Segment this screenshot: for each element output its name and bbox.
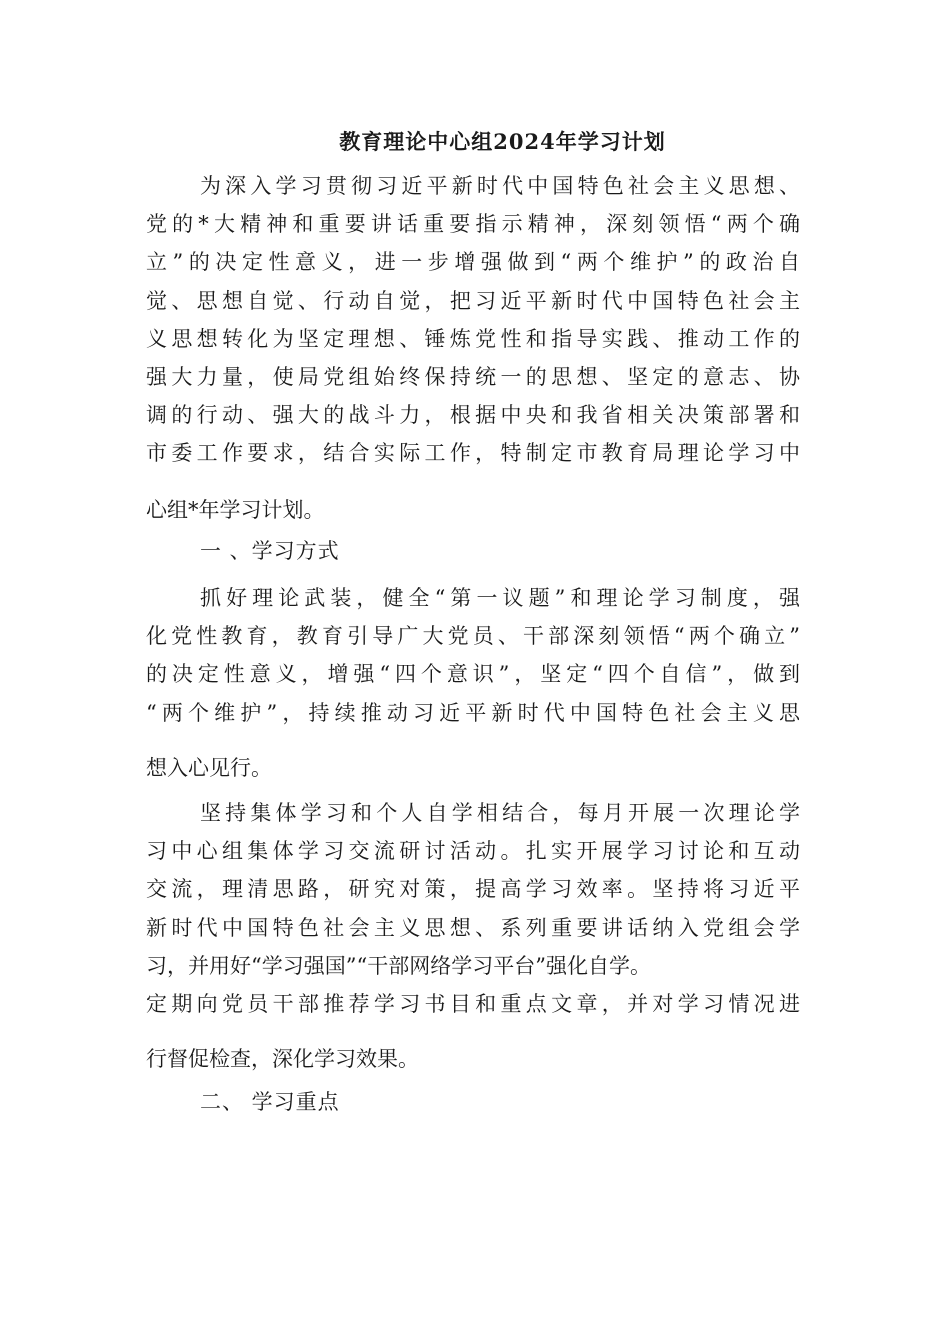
- intro-line: 义思想转化为坚定理想、锤炼党性和指导实践、推动工作的: [146, 327, 800, 351]
- intro-line: 立”的决定性意义，进一步增强做到“两个维护”的政治自: [146, 250, 800, 274]
- intro-line: 党的*大精神和重要讲话重要指示精神，深刻领悟“两个确: [146, 212, 800, 236]
- intro-line: 强大力量，使局党组始终保持统一的思想、坚定的意志、协: [146, 365, 800, 389]
- intro-line: 市委工作要求，结合实际工作，特制定市教育局理论学习中: [146, 441, 800, 465]
- paragraph-line: 抓好理论武装，健全“第一议题”和理论学习制度，强: [200, 586, 800, 610]
- intro-line: 为深入学习贯彻习近平新时代中国特色社会主义思想、: [200, 174, 800, 198]
- paragraph-line: 化党性教育，教育引导广大党员、干部深刻领悟“两个确立”: [146, 624, 800, 648]
- paragraph-line: 行督促检查，深化学习效果。: [146, 1047, 419, 1071]
- document-title: 教育理论中心组2024年学习计划: [339, 129, 666, 154]
- paragraph-line: 新时代中国特色社会主义思想、系列重要讲话纳入党组会学: [146, 916, 800, 940]
- paragraph-line: 想入心见行。: [146, 756, 272, 780]
- intro-line: 心组*年学习计划。: [146, 498, 325, 522]
- paragraph-line: 的决定性意义，增强“四个意识”，坚定“四个自信”，做到: [146, 662, 800, 686]
- intro-line: 觉、思想自觉、行动自觉，把习近平新时代中国特色社会主: [146, 289, 800, 313]
- section-heading: 二、 学习重点: [200, 1090, 340, 1114]
- intro-line: 调的行动、强大的战斗力，根据中央和我省相关决策部署和: [146, 403, 800, 427]
- paragraph-line: 习中心组集体学习交流研讨活动。扎实开展学习讨论和互动: [146, 839, 800, 863]
- paragraph-line: 坚持集体学习和个人自学相结合，每月开展一次理论学: [200, 801, 800, 825]
- paragraph-line: “两个维护”，持续推动习近平新时代中国特色社会主义思: [146, 701, 800, 725]
- paragraph-line: 定期向党员干部推荐学习书目和重点文章，并对学习情况进: [146, 992, 800, 1016]
- paragraph-line: 习，并用好“学习强国”“干部网络学习平台”强化自学。: [146, 954, 651, 978]
- paragraph-line: 交流，理清思路，研究对策，提高学习效率。坚持将习近平: [146, 877, 800, 901]
- section-heading: 一 、学习方式: [200, 539, 340, 563]
